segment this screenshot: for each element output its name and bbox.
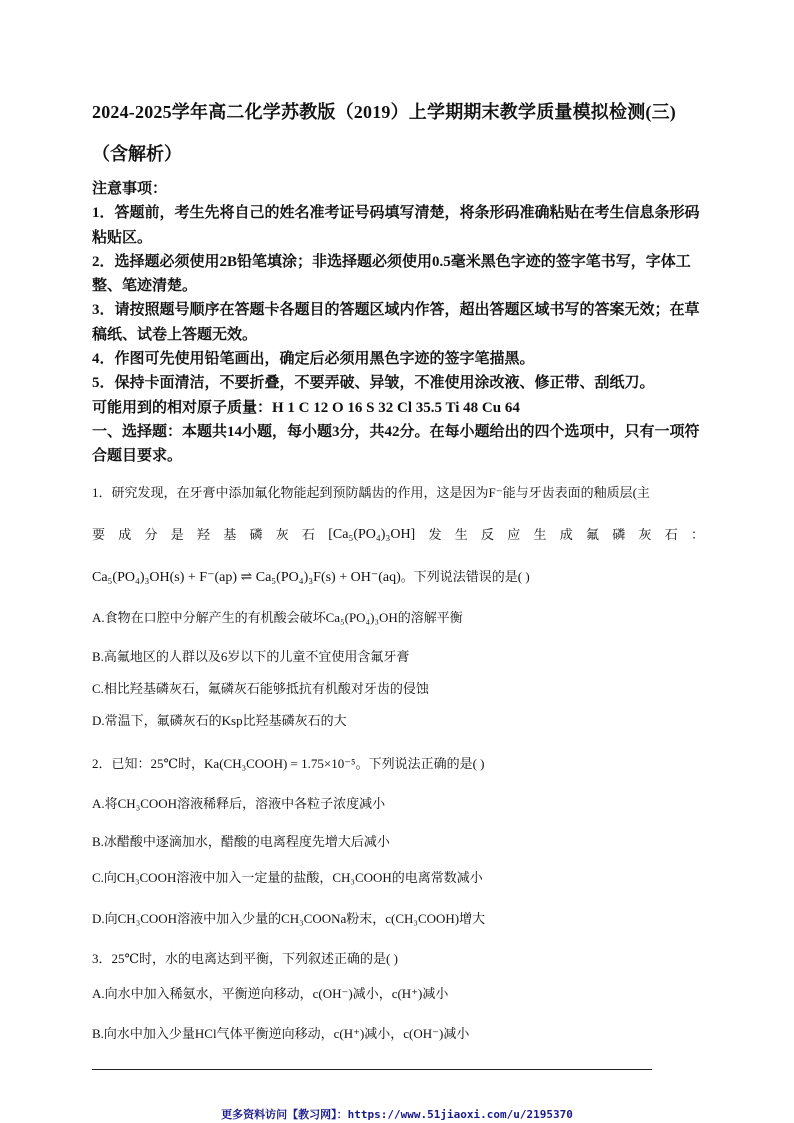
stem-word: 石 <box>664 527 678 542</box>
atomic-mass-line: 可能用到的相对原子质量：H 1 C 12 O 16 S 32 Cl 35.5 Ti 48 Cu 64 <box>92 399 520 416</box>
stem-word: 羟 <box>197 527 211 542</box>
question-3-stem: 3．25℃时，水的电离达到平衡，下列叙述正确的是( ) <box>92 951 398 966</box>
question-1-equation-line <box>92 568 530 587</box>
page-title: 2024-2025学年高二化学苏教版（2019）上学期期末教学质量模拟检测(三) <box>92 102 676 122</box>
section-heading: 一、选择题：本题共14小题，每小题3分，共42分。在每小题给出的四个选项中，只有一项符合题目要求。 <box>92 423 700 465</box>
question-1-option-a: A.食物在口腔中分解产生的有机酸会破坏Ca₅(PO₄)₃OH的溶解平衡 <box>92 610 463 625</box>
stem-word: 生 <box>533 527 547 542</box>
stem-word: 生 <box>454 527 468 542</box>
footer-divider <box>92 1069 652 1070</box>
stem-word: 灰 <box>275 527 289 542</box>
exam-instructions <box>92 177 707 469</box>
question-3-option-a: A.向水中加入稀氨水，平衡逆向移动，c(OH⁻)减小，c(H⁺)减小 <box>92 986 449 1001</box>
instruction-item: 1．答题前，考生先将自己的姓名准考证号码填写清楚，将条形码准确粘贴在考生信息条形码粘贴区。 <box>92 205 700 246</box>
question-1-stem-line1: 1．研究发现，在牙膏中添加氟化物能起到预防龋齿的作用，这是因为F⁻能与牙齿表面的釉质层(主 <box>92 485 650 500</box>
question-1-option-d: D.常温下，氟磷灰石的Ksp比羟基磷灰石的大 <box>92 713 347 728</box>
stem-word: 基 <box>223 527 237 542</box>
instruction-item: 5．保持卡面清洁，不要折叠，不要弄破、异皱，不准使用涂改液、修正带、刮纸刀。 <box>92 375 655 392</box>
instruction-item: 4．作图可先使用铅笔画出，确定后必须用黑色字迹的签字笔描黑。 <box>92 351 535 368</box>
stem-word: 发 <box>428 527 442 542</box>
stem-word: 应 <box>507 527 521 542</box>
question-1-stem-end: 。下列说法错误的是( ) <box>400 569 530 584</box>
question-2-option-d: D.向CH₃COOH溶液中加入少量的CH₃COONa粉末，c(CH₃COOH)增大 <box>92 911 486 926</box>
chemical-equation: Ca₅(PO₄)₃OH(s) + F⁻(ap) ⇌ Ca₅(PO₄)₃F(s) + OH⁻(aq) <box>92 570 401 585</box>
stem-word: 要 <box>92 527 106 542</box>
chemical-formula: [Ca₅(PO₄)₃OH] <box>328 527 416 542</box>
question-2-option-a: A.将CH₃COOH溶液稀释后，溶液中各粒子浓度减小 <box>92 796 386 811</box>
instruction-item: 3．请按照题号顺序在答题卡各题目的答题区域内作答，超出答题区域书写的答案无效；在草稿纸、试卷上答题无效。 <box>92 302 700 343</box>
question-2-option-c: C.向CH₃COOH溶液中加入一定量的盐酸，CH₃COOH的电离常数减小 <box>92 870 483 885</box>
stem-word: 成 <box>118 527 132 542</box>
stem-word: 石 <box>302 527 316 542</box>
question-2-option-b: B.冰醋酸中逐滴加水，醋酸的电离程度先增大后减小 <box>92 834 390 849</box>
question-3-option-b: B.向水中加入少量HCl气体平衡逆向移动，c(H⁺)减小，c(OH⁻)减小 <box>92 1026 470 1041</box>
stem-word: 是 <box>170 527 184 542</box>
stem-word: 磷 <box>249 527 263 542</box>
question-1-option-b: B.高氟地区的人群以及6岁以下的儿童不宜使用含氟牙膏 <box>92 649 410 664</box>
question-2-stem: 2．已知：25℃时，Ka(CH₃COOH) = 1.75×10⁻⁵。下列说法正确的是( ) <box>92 756 485 771</box>
instructions-heading: 注意事项： <box>92 181 168 197</box>
stem-word: ： <box>690 527 704 542</box>
stem-word: 反 <box>480 527 494 542</box>
footer-link[interactable]: 更多资料访问【教习网】：https://www.51jiaoxi.com/u/2195370 <box>221 1108 573 1121</box>
stem-word: 灰 <box>638 527 652 542</box>
question-1-option-c: C.相比羟基磷灰石，氟磷灰石能够抵抗有机酸对牙齿的侵蚀 <box>92 681 429 696</box>
instruction-item: 2．选择题必须使用2B铅笔填涂；非选择题必须使用0.5毫米黑色字迹的签字笔书写，字体工整、笔迹清楚。 <box>92 253 691 295</box>
stem-word: 磷 <box>612 527 626 542</box>
stem-word: 成 <box>559 527 573 542</box>
stem-word: 氟 <box>585 527 599 542</box>
stem-word: 分 <box>144 527 158 542</box>
question-1-stem-line2 <box>92 526 704 544</box>
page-subtitle: （含解析） <box>92 144 182 164</box>
